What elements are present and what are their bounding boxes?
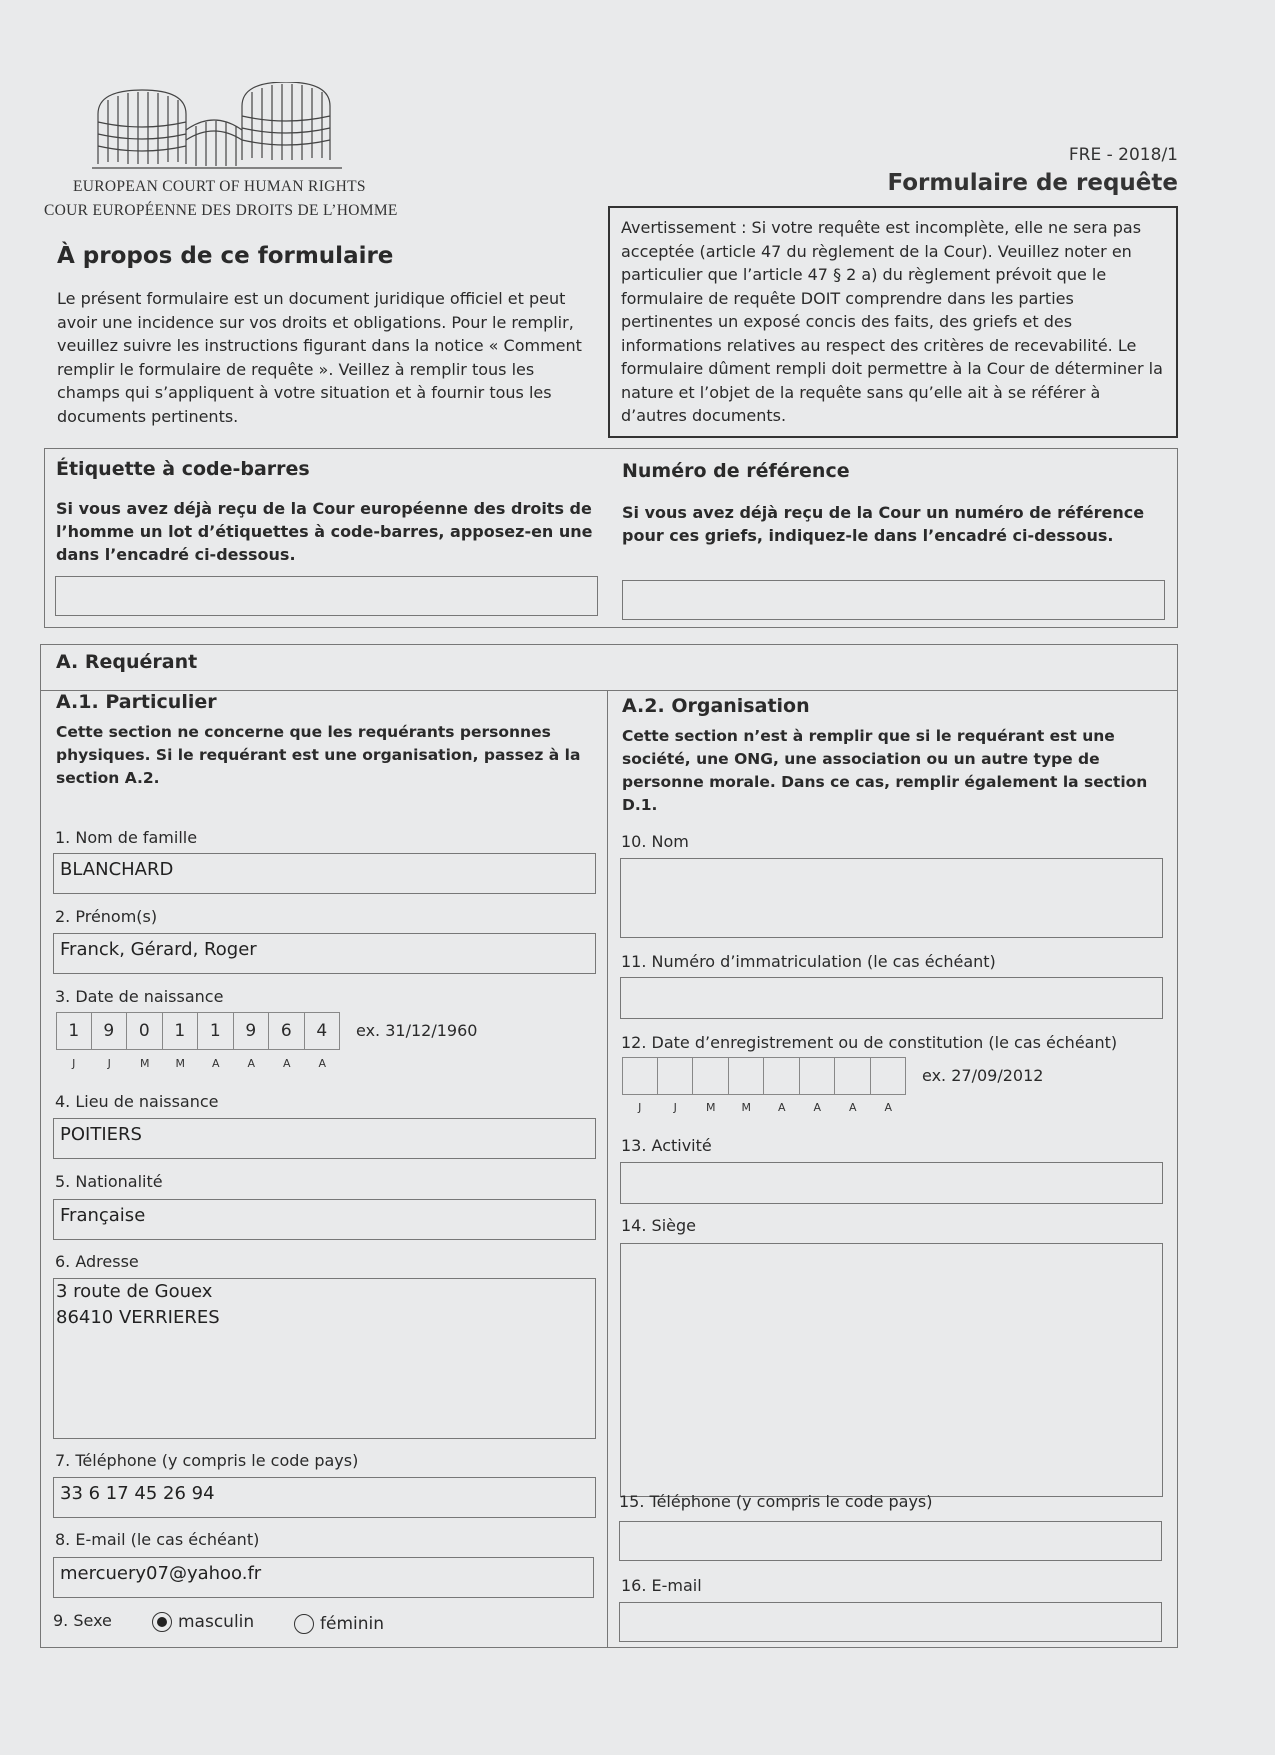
barcode-title: Étiquette à code-barres — [56, 458, 310, 480]
activity-field[interactable] — [620, 1162, 1163, 1204]
a2-title: A.2. Organisation — [622, 695, 810, 717]
email-label: 8. E-mail (le cas échéant) — [55, 1530, 260, 1549]
dob-digit[interactable]: 1 — [198, 1012, 234, 1050]
dob-digit[interactable]: 9 — [92, 1012, 128, 1050]
barcode-note: Si vous avez déjà reçu de la Cour européenne des droits de l’homme un lot d’étiquettes à code-barres, apposez-en une dans l’encadré ci-dessous. — [56, 499, 593, 564]
dob-label: 3. Date de naissance — [55, 987, 224, 1006]
birthplace-field[interactable]: POITIERS — [53, 1118, 596, 1159]
reg-date-label: 12. Date d’enregistrement ou de constitution (le cas échéant) — [621, 1033, 1118, 1052]
reference-note: Si vous avez déjà reçu de la Cour un numéro de référence pour ces griefs, indiquez-le dans l’encadré ci-dessous. — [622, 503, 1145, 545]
address-label: 6. Adresse — [55, 1252, 139, 1271]
reg-date-legend-letter: A — [813, 1101, 822, 1114]
org-email-field[interactable] — [619, 1602, 1162, 1642]
reference-title: Numéro de référence — [622, 460, 850, 482]
reg-date-example: ex. 27/09/2012 — [922, 1066, 1044, 1085]
court-building-logo — [92, 82, 362, 172]
sex-male-label: masculin — [178, 1612, 255, 1632]
org-email-label: 16. E-mail — [621, 1576, 702, 1595]
court-name-english: EUROPEAN COURT OF HUMAN RIGHTS — [73, 178, 366, 195]
about-title: À propos de ce formulaire — [57, 243, 394, 269]
reg-date-digit[interactable] — [871, 1057, 907, 1095]
form-title: Formulaire de requête — [887, 170, 1178, 196]
dob-legend-letter: M — [175, 1057, 185, 1070]
reg-date-digit[interactable] — [693, 1057, 729, 1095]
a1-title: A.1. Particulier — [56, 691, 217, 713]
reg-date-legend-letter: A — [884, 1101, 893, 1114]
reg-date-digit[interactable] — [800, 1057, 836, 1095]
surname-field[interactable]: BLANCHARD — [53, 853, 596, 894]
dob-field[interactable] — [56, 1012, 340, 1050]
reg-number-label: 11. Numéro d’immatriculation (le cas échéant) — [621, 952, 996, 971]
a1-note: Cette section ne concerne que les requérants personnes physiques. Si le requérant est une organisation, passez à la section A.2. — [56, 723, 581, 787]
seat-field[interactable] — [620, 1243, 1163, 1497]
dob-digit[interactable]: 1 — [163, 1012, 199, 1050]
firstnames-field[interactable]: Franck, Gérard, Roger — [53, 933, 596, 974]
dob-legend-letter: A — [247, 1057, 256, 1070]
barcode-field[interactable] — [55, 576, 598, 616]
form-code: FRE - 2018/1 — [1068, 145, 1178, 165]
reg-date-digit[interactable] — [835, 1057, 871, 1095]
email-field[interactable]: mercuery07@yahoo.fr — [53, 1557, 594, 1598]
address-field[interactable]: 3 route de Gouex 86410 VERRIERES — [53, 1278, 596, 1439]
court-name-french: COUR EUROPÉENNE DES DROITS DE L’HOMME — [44, 202, 398, 219]
reg-date-legend — [622, 1101, 906, 1114]
about-text: Le présent formulaire est un document juridique officiel et peut avoir une incidence sur vos droits et obligations. Pour le remplir, veuillez suivre les instructions figurant dans la notice « Comment remplir le formulaire de requête ». Veillez à remplir tous les champs qui s’appliquent à votre situation et à fournir tous les documents pertinents. — [57, 289, 582, 426]
reg-date-legend-letter: J — [673, 1101, 677, 1114]
warning-box: Avertissement : Si votre requête est incomplète, elle ne sera pas acceptée (article 47 du règlement de la Cour). Veuillez noter en particulier que l’article 47 § 2 a) du règlement prévoit que le formulaire de requête DOIT comprendre dans les parties pertinentes un exposé concis des faits, des griefs et des informations relatives au respect des critères de recevabilité. Le formulaire dûment rempli doit permettre à la Cour de déterminer la nature et l’objet de la requête sans qu’elle ait à se référer à d’autres documents. — [608, 206, 1178, 438]
dob-legend-letter: A — [318, 1057, 327, 1070]
reg-date-legend-letter: A — [777, 1101, 786, 1114]
dob-digit[interactable]: 9 — [234, 1012, 270, 1050]
reg-number-field[interactable] — [620, 977, 1163, 1019]
reg-date-digit[interactable] — [764, 1057, 800, 1095]
dob-legend-letter: A — [211, 1057, 220, 1070]
reg-date-field[interactable] — [622, 1057, 906, 1095]
reg-date-legend-letter: M — [706, 1101, 716, 1114]
dob-digit[interactable]: 1 — [56, 1012, 92, 1050]
reg-date-legend-letter: M — [741, 1101, 751, 1114]
dob-example: ex. 31/12/1960 — [356, 1021, 478, 1040]
sex-female-option[interactable] — [294, 1614, 384, 1634]
a2-note: Cette section n’est à remplir que si le requérant est une société, une ONG, une association ou un autre type de personne morale. Dans ce cas, remplir également la section D.1. — [622, 727, 1148, 814]
sex-female-label: féminin — [320, 1614, 384, 1634]
dob-digit[interactable]: 4 — [305, 1012, 341, 1050]
dob-legend-letter: J — [107, 1057, 111, 1070]
firstnames-label: 2. Prénom(s) — [55, 907, 158, 926]
reg-date-digit[interactable] — [729, 1057, 765, 1095]
reference-number-field[interactable] — [622, 580, 1165, 620]
reg-date-digit[interactable] — [622, 1057, 658, 1095]
surname-label: 1. Nom de famille — [55, 828, 198, 847]
reg-date-digit[interactable] — [658, 1057, 694, 1095]
nationality-label: 5. Nationalité — [55, 1172, 163, 1191]
radio-checked-icon[interactable] — [152, 1612, 172, 1632]
org-name-label: 10. Nom — [621, 832, 689, 851]
dob-legend-letter: J — [72, 1057, 76, 1070]
dob-legend-letter: M — [140, 1057, 150, 1070]
activity-label: 13. Activité — [621, 1136, 712, 1155]
dob-legend-letter: A — [282, 1057, 291, 1070]
org-phone-field[interactable] — [619, 1521, 1162, 1561]
phone-label: 7. Téléphone (y compris le code pays) — [55, 1451, 359, 1470]
reg-date-legend-letter: J — [638, 1101, 642, 1114]
section-a-title: A. Requérant — [56, 651, 198, 673]
seat-label: 14. Siège — [621, 1216, 696, 1235]
birthplace-label: 4. Lieu de naissance — [55, 1092, 219, 1111]
dob-digit[interactable]: 6 — [269, 1012, 305, 1050]
dob-legend — [56, 1057, 340, 1070]
phone-field[interactable]: 33 6 17 45 26 94 — [53, 1477, 596, 1518]
org-phone-label: 15. Téléphone (y compris le code pays) — [619, 1492, 933, 1511]
column-divider — [607, 690, 608, 1648]
radio-unchecked-icon[interactable] — [294, 1614, 314, 1634]
org-name-field[interactable] — [620, 858, 1163, 938]
nationality-field[interactable]: Française — [53, 1199, 596, 1240]
reg-date-legend-letter: A — [848, 1101, 857, 1114]
sex-male-option[interactable] — [152, 1612, 254, 1632]
sex-label: 9. Sexe — [53, 1611, 112, 1630]
dob-digit[interactable]: 0 — [127, 1012, 163, 1050]
